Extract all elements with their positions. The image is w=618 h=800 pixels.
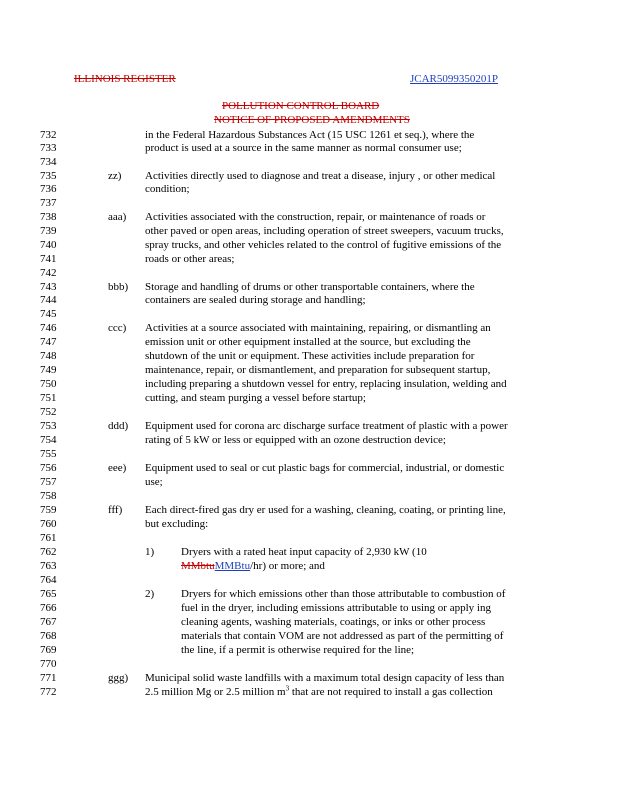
item-label-ggg: ggg) <box>108 672 129 684</box>
line-number: 757 <box>40 476 57 488</box>
line-number: 753 <box>40 420 57 432</box>
body-line: the line, if a permit is otherwise required for the line; <box>181 644 415 656</box>
line-number: 732 <box>40 129 57 141</box>
body-line: product is used at a source in the same manner as normal consumer use; <box>145 142 462 154</box>
body-line: Equipment used to seal or cut plastic bags for commercial, industrial, or domestic <box>145 462 505 474</box>
line-number: 762 <box>40 546 57 558</box>
item-label-fff: fff) <box>108 504 123 516</box>
item-label-ccc: ccc) <box>108 322 127 334</box>
line-number: 748 <box>40 350 57 362</box>
line-number: 746 <box>40 322 57 334</box>
subitem-label-1: 1) <box>145 546 155 558</box>
line-number: 769 <box>40 644 57 656</box>
superscript: 3 <box>285 684 290 693</box>
body-line: Municipal solid waste landfills with a maximum total design capacity of less than <box>145 672 505 684</box>
item-label-eee: eee) <box>108 462 127 474</box>
document-id-link[interactable]: JCAR5099350201P <box>410 73 499 85</box>
body-line: Activities at a source associated with maintaining, repairing, or dismantling an <box>145 322 491 334</box>
body-line: containers are sealed during storage and handling; <box>145 294 366 306</box>
line-number: 766 <box>40 602 57 614</box>
body-text: 2.5 million Mg or 2.5 million m <box>145 686 286 698</box>
line-number: 761 <box>40 532 57 544</box>
line-number: 764 <box>40 574 57 586</box>
line-number: 743 <box>40 281 57 293</box>
notice-title: NOTICE OF PROPOSED AMENDMENTS <box>214 114 410 126</box>
body-line: cleaning agents, washing materials, coatings, or inks or other process <box>181 616 486 628</box>
body-line: materials that contain VOM are not addressed as part of the permitting of <box>181 630 504 642</box>
item-label-aaa: aaa) <box>108 211 127 223</box>
subitem-label-2: 2) <box>145 588 155 600</box>
body-line: rating of 5 kW or less or equipped with an ozone destruction device; <box>145 434 446 446</box>
line-number: 736 <box>40 183 57 195</box>
body-line: Dryers with a rated heat input capacity of 2,930 kW (10 <box>181 546 427 558</box>
line-number: 771 <box>40 672 57 684</box>
body-line <box>145 686 493 699</box>
body-line-amended <box>181 560 325 573</box>
body-line: Activities directly used to diagnose and treat a disease, injury , or other medical <box>145 170 496 182</box>
line-number: 737 <box>40 197 57 209</box>
line-number: 744 <box>40 294 57 306</box>
line-number: 768 <box>40 630 57 642</box>
line-number: 772 <box>40 686 57 698</box>
line-number: 741 <box>40 253 57 265</box>
inserted-text: MMBtu <box>214 560 251 572</box>
body-line: use; <box>145 476 163 488</box>
register-title: ILLINOIS REGISTER <box>74 73 176 85</box>
line-number: 770 <box>40 658 57 670</box>
body-line: Activities associated with the construction, repair, or maintenance of roads or <box>145 211 486 223</box>
line-number: 735 <box>40 170 57 182</box>
line-number: 756 <box>40 462 57 474</box>
line-number: 760 <box>40 518 57 530</box>
body-line: including preparing a shutdown vessel for entry, replacing insulation, welding and <box>145 378 507 390</box>
body-line: roads or other areas; <box>145 253 235 265</box>
body-line: Storage and handling of drums or other transportable containers, where the <box>145 281 475 293</box>
body-line: maintenance, repair, or dismantlement, and preparation for subsequent startup, <box>145 364 491 376</box>
board-title: POLLUTION CONTROL BOARD <box>222 100 380 112</box>
body-line: fuel in the dryer, including emissions attributable to using or apply ing <box>181 602 491 614</box>
body-line: Each direct-fired gas dry er used for a washing, cleaning, coating, or printing line, <box>145 504 506 516</box>
body-line: in the Federal Hazardous Substances Act (15 USC 1261 et seq.), where the <box>145 129 475 141</box>
line-number: 751 <box>40 392 57 404</box>
item-label-zz: zz) <box>108 170 122 182</box>
line-number: 759 <box>40 504 57 516</box>
body-line: but excluding: <box>145 518 209 530</box>
line-number: 752 <box>40 406 57 418</box>
deleted-text: MMbtu <box>181 560 215 572</box>
item-label-bbb: bbb) <box>108 281 129 293</box>
line-number: 745 <box>40 308 57 320</box>
body-line: other paved or open areas, including operation of street sweepers, vacuum trucks, <box>145 225 504 237</box>
line-number: 739 <box>40 225 57 237</box>
item-label-ddd: ddd) <box>108 420 129 432</box>
line-number: 758 <box>40 490 57 502</box>
body-line: cutting, and steam purging a vessel before startup; <box>145 392 366 404</box>
body-line: Dryers for which emissions other than those attributable to combustion of <box>181 588 506 600</box>
body-line: spray trucks, and other vehicles related to the control of fugitive emissions of the <box>145 239 502 251</box>
line-number: 754 <box>40 434 57 446</box>
line-number: 738 <box>40 211 57 223</box>
line-number: 749 <box>40 364 57 376</box>
line-number: 734 <box>40 156 57 168</box>
body-line: Equipment used for corona arc discharge surface treatment of plastic with a power <box>145 420 508 432</box>
line-number: 765 <box>40 588 57 600</box>
line-number: 750 <box>40 378 57 390</box>
line-number: 767 <box>40 616 57 628</box>
body-text: that are not required to install a gas collection <box>289 686 493 698</box>
body-line: emission unit or other equipment installed at the source, but excluding the <box>145 336 471 348</box>
line-number: 740 <box>40 239 57 251</box>
body-text: /hr) or more; and <box>250 560 325 572</box>
line-number: 763 <box>40 560 57 572</box>
line-number: 755 <box>40 448 57 460</box>
line-number: 742 <box>40 267 57 279</box>
body-line: condition; <box>145 183 190 195</box>
line-number: 733 <box>40 142 57 154</box>
line-number: 747 <box>40 336 57 348</box>
body-line: shutdown of the unit or equipment. These activities include preparation for <box>145 350 475 362</box>
